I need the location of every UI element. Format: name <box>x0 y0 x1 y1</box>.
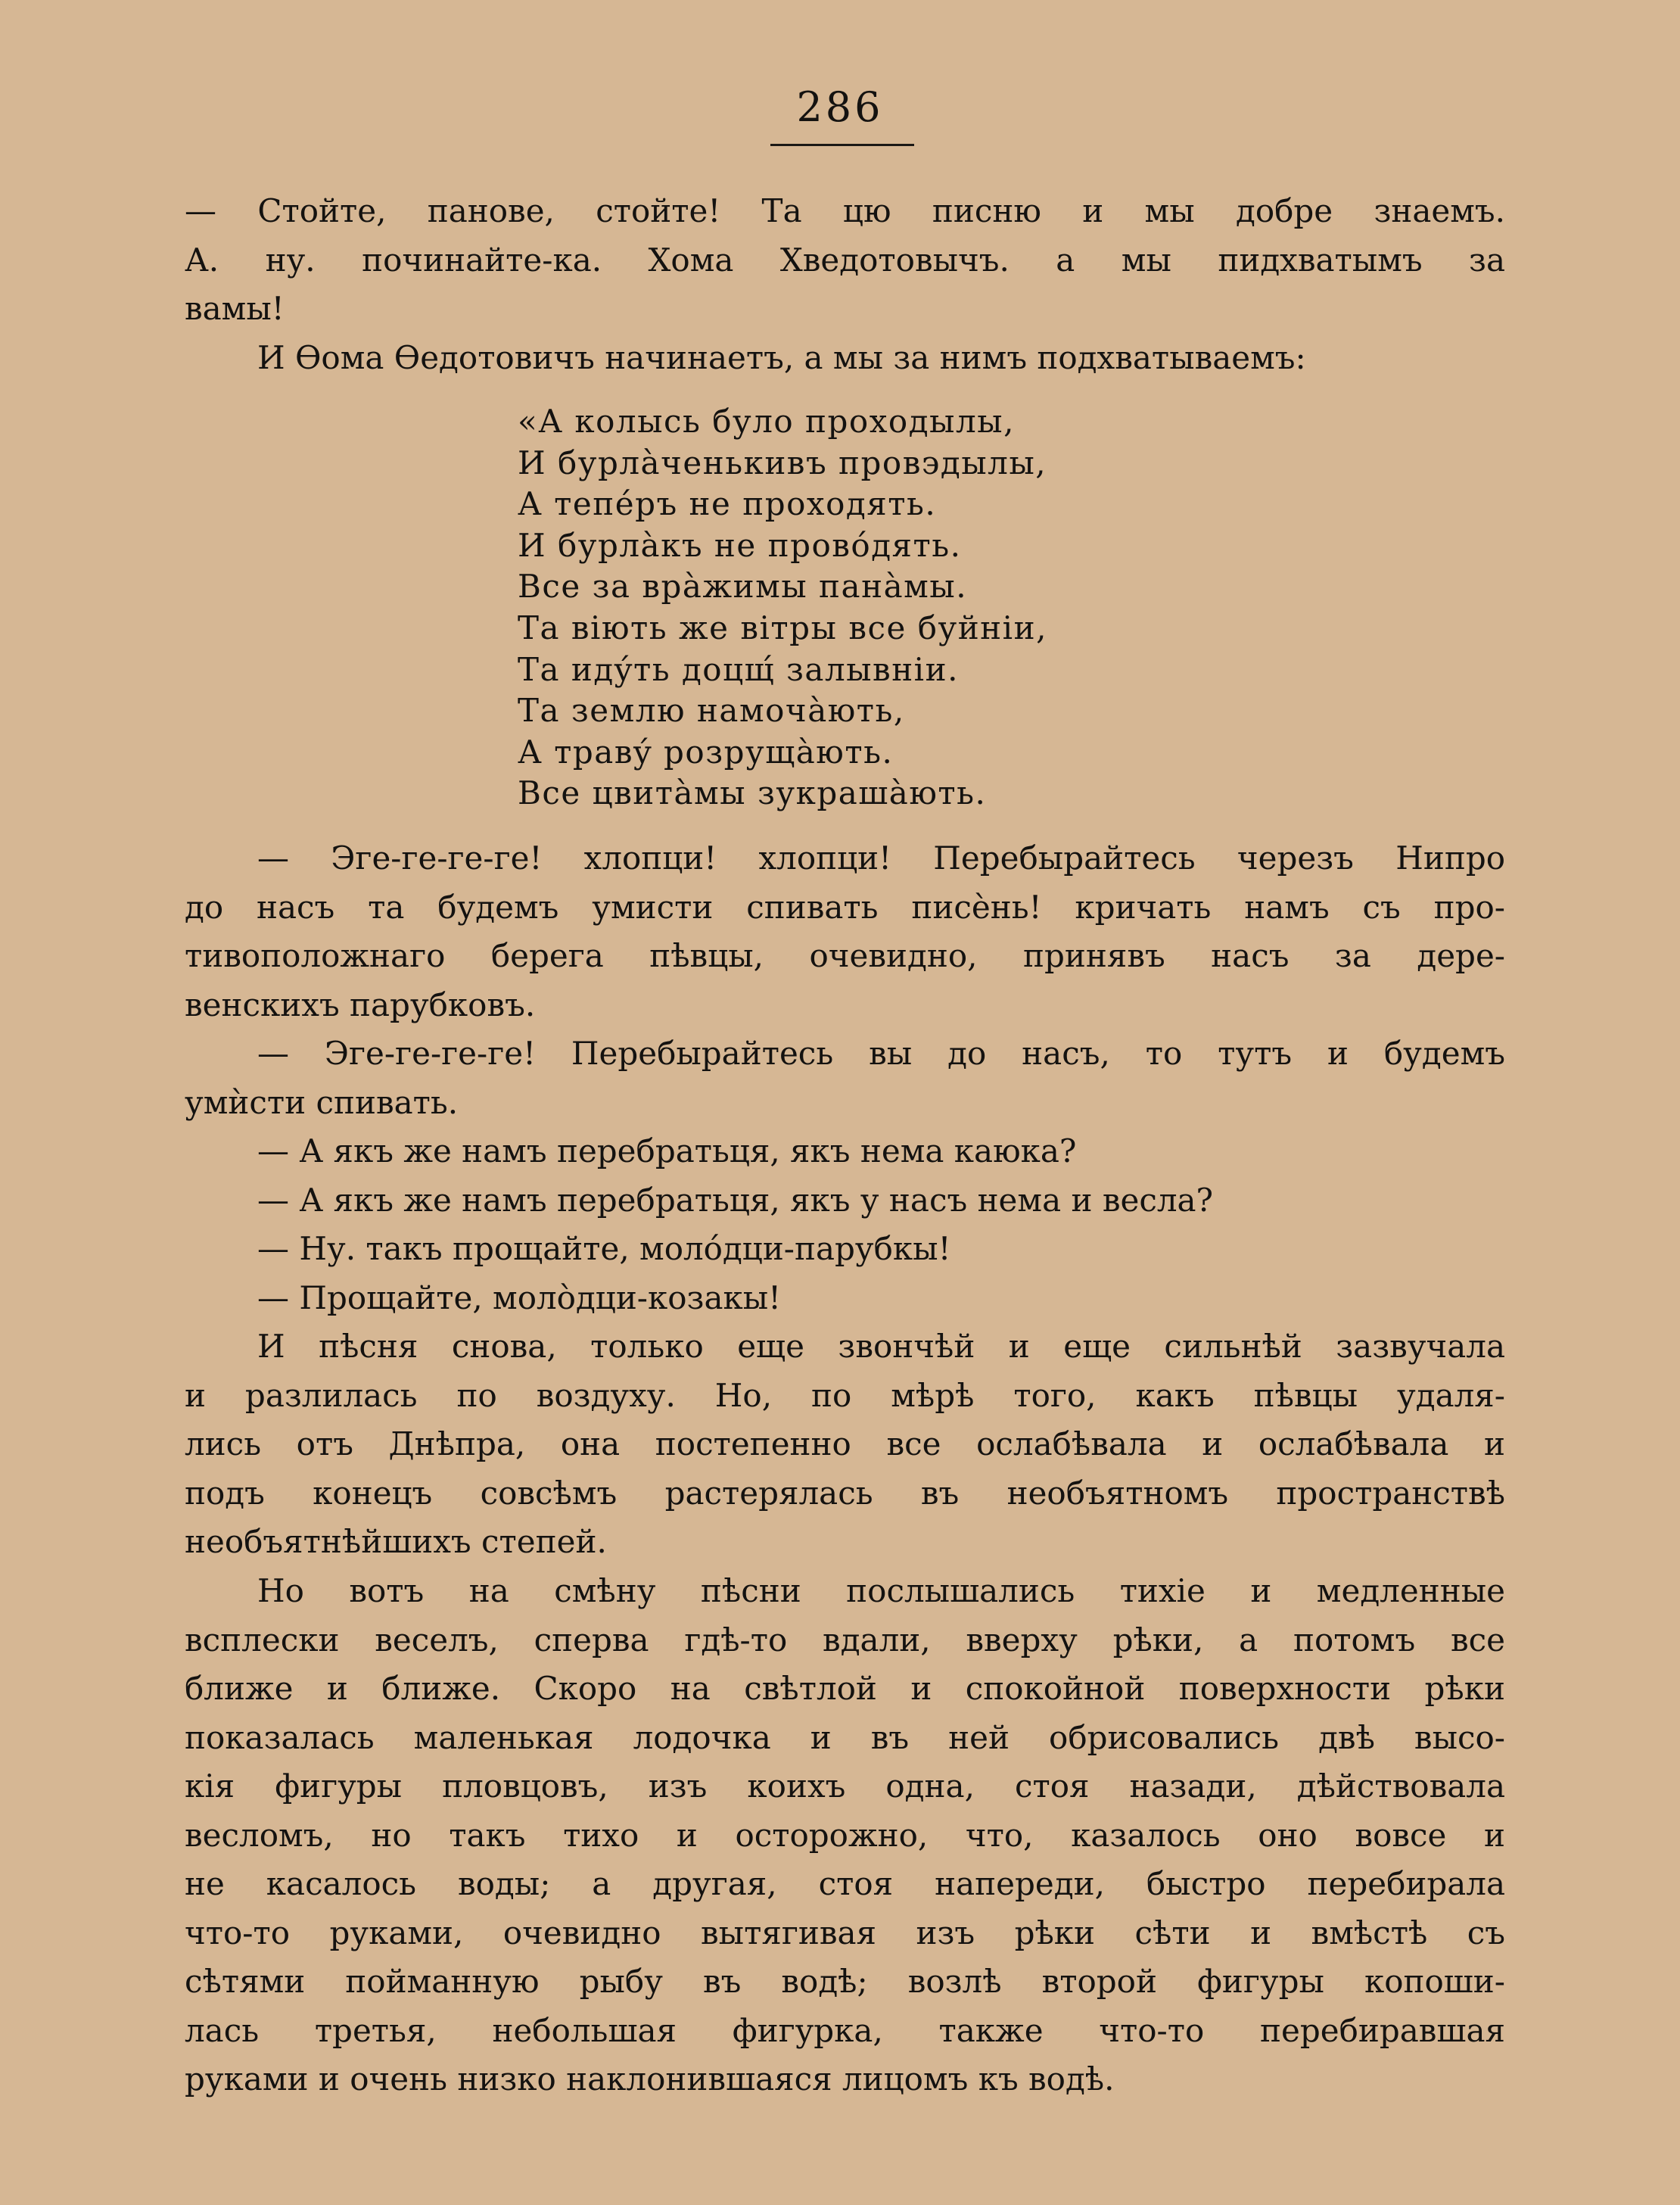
text-line: что-то руками, очевидно вытягивая изъ рѣки сѣти и вмѣстѣ съ <box>185 1914 1505 1951</box>
verse-line: «А колысь було проходылы, <box>518 403 1015 440</box>
text-line: И пѣсня снова, только еще звончѣй и еще сильнѣй зазвучала <box>257 1328 1505 1365</box>
verse-line: И бурлàкъ не провóдять. <box>518 526 962 564</box>
verse-line: Та землю намочàють, <box>518 692 905 730</box>
text-line: — А якъ же намъ перебратьця, якъ у насъ нема и весла? <box>257 1181 1214 1219</box>
text-line: кiя фигуры пловцовъ, изъ коихъ одна, стоя назади, дѣйствовала <box>185 1767 1505 1805</box>
text-line: лись отъ Днѣпра, она постепенно все ослабѣвала и ослабѣвала и <box>185 1425 1505 1462</box>
song-verse <box>518 401 1274 814</box>
verse-line: А травý розрущàють. <box>518 733 894 771</box>
text-line: — Ну. такъ прощайте, молóдци-парубкы! <box>257 1230 951 1267</box>
text-line: и разлилась по воздуху. Но, по мѣрѣ того, какъ пѣвцы удаля- <box>185 1376 1505 1414</box>
text-line: И Ѳома Ѳедотовичъ начинаетъ, а мы за нимъ подхватываемъ: <box>257 338 1306 376</box>
text-line: показалась маленькая лодочка и въ ней обрисовались двѣ высо- <box>185 1718 1505 1756</box>
text-line: лась третья, небольшая фигурка, также что-то перебиравшая <box>185 2011 1505 2049</box>
paragraph-song-fades <box>185 1322 1505 1567</box>
text-line: сѣтями пойманную рыбу въ водѣ; возлѣ второй фигуры копоши- <box>185 1963 1505 2000</box>
text-line: не касалось воды; а другая, стоя напереди, быстро перебирала <box>185 1865 1505 1902</box>
text-line: — А якъ же намъ перебратьця, якъ нема каюка? <box>257 1132 1077 1169</box>
text-line: — Стойте, панове, стойте! Та цю писню и мы добре знаемъ. <box>185 192 1505 229</box>
text-line: — Эге-ге-ге-ге! Перебырайтесь вы до насъ, то тутъ и будемъ <box>257 1035 1505 1072</box>
page-number-rule <box>770 144 914 146</box>
paragraph-shout <box>185 834 1505 1029</box>
page-number: 286 <box>796 83 884 131</box>
text-line: необъятнѣйшихъ степей. <box>185 1523 607 1560</box>
text-line: ближе и ближе. Скоро на свѣтлой и спокойной поверхности рѣки <box>185 1670 1505 1707</box>
dialogue-lines <box>185 1127 1505 1322</box>
paragraph-intro <box>185 187 1505 382</box>
verse-line: И бурлàченькивъ провэдылы, <box>518 444 1047 481</box>
text-line: весломъ, но такъ тихо и осторожно, что, казалось оно вовсе и <box>185 1816 1505 1854</box>
verse-line: Все цвитàмы зукрашàють. <box>518 774 987 812</box>
verse-line: Все за врàжимы панàмы. <box>518 568 968 606</box>
text-line: — Прощайте, молòдци-козакы! <box>257 1278 782 1316</box>
verse-line: Та вiють же вiтры все буйнiи, <box>518 609 1047 646</box>
paragraph-reply <box>185 1029 1505 1127</box>
text-line: умѝсти спивать. <box>185 1083 459 1121</box>
text-line: А. ну. починайте-ка. Хома Хведотовычъ. а мы пидхватымъ за <box>185 241 1505 279</box>
text-line: подъ конецъ совсѣмъ растерялась въ необъятномъ пространствѣ <box>185 1474 1505 1512</box>
verse-line: Та идýть доцщ́ залывнiи. <box>518 650 959 688</box>
verse-line: А тепéръ не проходять. <box>518 485 937 523</box>
text-line: до насъ та будемъ умисти спивать писèнь! кричать намъ съ про- <box>185 888 1505 926</box>
text-line: руками и очень низко наклонившаяся лицомъ къ водѣ. <box>185 2060 1115 2098</box>
text-line: всплески веселъ, сперва гдѣ-то вдали, вверху рѣки, а потомъ все <box>185 1621 1505 1658</box>
text-line: вамы! <box>185 290 285 327</box>
text-line: венскихъ парубковъ. <box>185 986 536 1023</box>
text-line: Но вотъ на смѣну пѣсни послышались тихiе и медленные <box>257 1572 1505 1609</box>
text-line: тивоположнаго берега пѣвцы, очевидно, принявъ насъ за дере- <box>185 937 1505 974</box>
text-line: — Эге-ге-ге-ге! хлопци! хлопци! Перебырайтесь черезъ Нипро <box>257 839 1505 877</box>
paragraph-oars <box>185 1567 1505 2104</box>
